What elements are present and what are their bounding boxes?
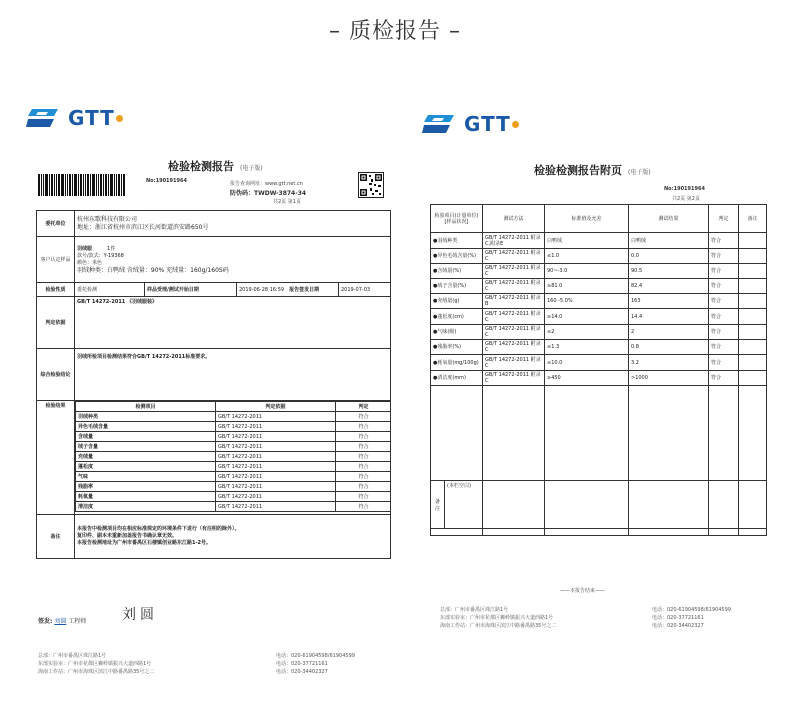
table-cell: 163 [629,294,709,309]
qr-code [358,172,384,198]
barcode-bar [100,174,102,196]
signature: 刘圆 [122,607,158,623]
footer-address-3: 海南工作站：广州市海珠区滨江中路番禺路35号之二 [440,623,557,629]
table-cell: ≥450 [545,371,629,386]
table-cell: ●残脂率(%) [431,340,483,355]
basis-value: GB/T 14272-2011 《羽绒服装》 [75,297,391,349]
page-count: 共2页 第1页 [273,199,301,205]
gtt-logo: GTT [26,106,123,130]
barcode-bar [108,174,109,196]
table-cell: 绒子含量 [76,442,216,452]
appendix-header-cell: 测试结果 [629,205,709,233]
table-cell: 符合 [336,412,391,422]
table-cell: 符合 [709,371,739,386]
table-row [76,492,391,502]
footer-phone-1: 电话：020-61904598/61904599 [652,607,731,613]
signer: 签发: 刘圆 工程师 [38,618,87,625]
barcode-bar [103,174,104,196]
table-cell: 符合 [336,452,391,462]
table-cell: ●含绒量(%) [431,264,483,279]
table-cell [739,355,767,371]
appendix-header-cell: 测试方法 [483,205,545,233]
table-row [431,309,767,325]
barcode-bar [54,174,55,196]
table-cell: 白鸭绒 [545,233,629,249]
table-cell [739,264,767,279]
table-row [76,452,391,462]
table-cell: 异色毛绒含量 [76,422,216,432]
table-cell: 符合 [336,422,391,432]
table-row [431,340,767,355]
barcode-bar [72,174,73,196]
barcode-bar [98,174,99,196]
table-row [76,432,391,442]
barcode-bar [74,174,77,196]
table-cell: 气味 [76,472,216,482]
table-cell: GB/T 14272-2011 附录B [483,294,545,309]
barcode-bar [58,174,60,196]
table-cell: 符合 [709,249,739,264]
table-cell: 0.0 [629,249,709,264]
table-cell: 符合 [336,492,391,502]
page-title: – 质检报告 – [329,19,461,44]
barcode-bar [56,174,57,196]
table-row [76,442,391,452]
barcode-bar [87,174,89,196]
table-cell: 符合 [709,279,739,294]
barcode-bar [83,174,84,196]
table-row [76,412,391,422]
barcode-bar [105,174,107,196]
table-cell: GB/T 14272-2011 [216,472,336,482]
table-cell: 符合 [336,482,391,492]
table-row [76,502,391,512]
items-table [75,401,391,512]
table-cell: ●蓬松度(cm) [431,309,483,325]
table-cell: 残脂率 [76,482,216,492]
barcode-bar [51,174,53,196]
table-cell: 符合 [709,325,739,340]
barcode-bar [78,174,79,196]
table-cell: ●羽绒种类 [431,233,483,249]
sample-label: 客户认定样品 [37,237,75,283]
table-cell: 符合 [336,462,391,472]
barcode-bar [67,174,68,196]
table-cell: GB/T 14272-2011 附录C [483,249,545,264]
appendix-header-cell: 检验项目(计量单位)[样品状况] [431,205,483,233]
table-cell: 符合 [336,442,391,452]
table-cell [739,325,767,340]
table-cell: 符合 [709,233,739,249]
barcode-bar [116,174,117,196]
appendix-remarks [430,480,767,529]
gtt-logo-icon [422,113,456,135]
report-page-2 [410,100,775,640]
table-cell: 3.2 [629,355,709,371]
table-cell: ≤1.0 [545,249,629,264]
table-cell: 14.4 [629,309,709,325]
table-cell: 符合 [709,355,739,371]
barcode-bar [118,174,120,196]
appendix-header-cell: 标准值及允差 [545,205,629,233]
table-cell: GB/T 14272-2011 [216,442,336,452]
table-cell: ≤2 [545,325,629,340]
table-cell: GB/T 14272-2011 附录C [483,325,545,340]
table-row [431,249,767,264]
table-cell: 蓬松度 [76,462,216,472]
table-row [76,422,391,432]
table-cell: 90~-3.0 [545,264,629,279]
table-cell: 90.5 [629,264,709,279]
remarks-value: (本栏空白) [445,481,767,529]
table-cell: GB/T 14272-2011 附录C [483,279,545,294]
table-cell [739,233,767,249]
table-cell [739,309,767,325]
barcode-bar [61,174,64,196]
table-row [431,355,767,371]
barcode-bar [80,174,82,196]
table-cell: GB/T 14272-2011 [216,412,336,422]
remarks-value: 本报告中检测项目均在相应标准规定的环境条件下进行（有注明的除外）。 复印件、副本未重新加盖报告书确认章无效。 本报告检测地址为广州市番禺区石楼镇创业路东江路1-2号。 [75,515,391,559]
table-cell: ≤10.0 [545,355,629,371]
barcode-bar [69,174,71,196]
report-page-1 [18,100,401,675]
items-cell [75,401,391,515]
table-cell: GB/T 14272-2011 [216,462,336,472]
report-date: 2019-07-03 [339,283,391,297]
barcode-bar [123,174,125,196]
table-cell: 82.4 [629,279,709,294]
client-info: 杭州东歌科技有限公司 地址：浙江省杭州市滨江区长河街道滨安路650号 [75,211,391,237]
table-cell: ●绒子含量(%) [431,279,483,294]
appendix-header-cell: 判定 [709,205,739,233]
barcode-bar [96,174,97,196]
doc-title: 检验检测报告附页 (电子版) [534,164,651,177]
table-cell: 充绒量 [76,452,216,462]
footer-address-1: 总部：广州市番禺区珠江路1号 [38,653,107,659]
barcode-bar [90,174,91,196]
table-cell: 耗氧量 [76,492,216,502]
footer-phone-1: 电话：020-61904598/61904599 [276,653,355,659]
table-cell: >1000 [629,371,709,386]
table-row [76,462,391,472]
barcode-bar [38,174,40,196]
barcode-bar [92,174,95,196]
report-number: No:190191964 [664,186,705,192]
report-end: ——本报告结束—— [560,588,606,594]
table-cell: 符合 [709,264,739,279]
items-header-cell: 检测项目 [76,402,216,412]
table-cell: ≥81.0 [545,279,629,294]
table-cell: 含绒量 [76,432,216,442]
table-row [431,325,767,340]
doc-title: 检验检测报告 (电子版) [168,160,263,173]
table-cell [739,371,767,386]
basis-label: 判定依据 [37,297,75,349]
barcode-bar [114,174,115,196]
table-cell: 符合 [709,309,739,325]
footer-phone-2: 电话：020-37721161 [276,661,328,667]
table-cell: 符合 [336,502,391,512]
footer-phone-2: 电话：020-37721161 [652,615,704,621]
gtt-logo-icon [26,107,60,129]
table-cell: GB/T 14272-2011 附录C,附录E [483,233,545,249]
table-cell: 羽绒种类 [76,412,216,422]
table-cell: GB/T 14272-2011 [216,422,336,432]
gtt-logo: GTT [422,112,519,136]
appendix-header-cell: 备注 [739,205,767,233]
report-number: No:190191964 [146,178,187,184]
items-header-cell: 判定 [336,402,391,412]
table-cell: 符合 [709,294,739,309]
footer-address-1: 总部：广州市番禺区珠江路1号 [440,607,509,613]
barcode [38,174,138,196]
sample-info: 羽绒服 1件 款号/款式：Y-19368 颜色：米色 羽绒种类：白鸭绒 含绒量：90% 充绒量：160g/160S码 [75,237,391,283]
received-label: 样品受理/测试开始日期 [145,283,237,297]
table-cell: GB/T 14272-2011 [216,452,336,462]
barcode-bar [43,174,44,196]
table-cell: GB/T 14272-2011 [216,492,336,502]
table-row [76,472,391,482]
footer-phone-3: 电话：020-34402327 [652,623,704,629]
table-cell: ●清洁度(mm) [431,371,483,386]
table-cell: GB/T 14272-2011 [216,432,336,442]
barcode-bar [85,174,86,196]
received-value: 2019-06-28 16:59 报告签发日期 [237,283,339,297]
table-cell: GB/T 14272-2011 附录C [483,309,545,325]
footer-address-2: 东部实验室：广州市花都区狮岭镇振兴大道西路1号 [440,615,554,621]
barcode-bar [49,174,50,196]
table-cell: 白鸭绒 [629,233,709,249]
table-row [76,482,391,492]
page-count: 共2页 第2页 [672,196,700,202]
footer-address-3: 海南工作站：广州市海珠区滨江中路番禺路35号之二 [38,669,155,675]
table-cell: ●气味(级) [431,325,483,340]
footer-address-2: 东部实验室：广州市花都区狮岭镇振兴大道西路1号 [38,661,152,667]
category-value: 委托检测 [75,283,145,297]
table-cell: 2 [629,325,709,340]
barcode-bar [110,174,113,196]
conclusion-value: 羽绒所检项目检测结果符合GB/T 14272-2011标准要求。 [75,349,391,401]
table-cell: 符合 [709,340,739,355]
table-cell: ●充绒量(g) [431,294,483,309]
anti-fake-code: 防伪码：TWDW-3874-34 [230,190,307,197]
table-cell [739,249,767,264]
table-cell: 160 -5.0% [545,294,629,309]
table-row [431,294,767,309]
items-label: 检验结果 [37,401,75,515]
table-cell [739,294,767,309]
barcode-bar [65,174,66,196]
table-row [431,371,767,386]
table-cell: GB/T 14272-2011 附录C [483,355,545,371]
barcode-bar [121,174,122,196]
table-cell: GB/T 14272-2011 附录C [483,340,545,355]
table-cell [739,340,767,355]
conclusion-label: 综合检验结论 [37,349,75,401]
table-cell: ≤1.3 [545,340,629,355]
items-header-cell: 判定依据 [216,402,336,412]
items-header-row [76,402,391,412]
footer-phone-3: 电话：020-34402327 [276,669,328,675]
table-cell: 清洁度 [76,502,216,512]
table-cell: ●异色毛绒含量(%) [431,249,483,264]
table-row [431,264,767,279]
client-label: 委托单位 [37,211,75,237]
table-cell [739,279,767,294]
table-cell: 符合 [336,432,391,442]
table-row [431,233,767,249]
table-cell: 符合 [336,472,391,482]
appendix-header-row [431,205,767,233]
table-cell: ●耗氧量(mg/100g) [431,355,483,371]
table-cell: GB/T 14272-2011 [216,482,336,492]
table-cell: ≥14.0 [545,309,629,325]
barcode-bar [41,174,42,196]
table-cell: GB/T 14272-2011 [216,502,336,512]
barcode-bar [45,174,48,196]
table-cell: GB/T 14272-2011 附录C [483,371,545,386]
remarks-label: 备注 [431,481,445,529]
table-cell: 0.8 [629,340,709,355]
category-label: 检验性质 [37,283,75,297]
remarks-label: 备注 [37,515,75,559]
query-site: 报告查询网址：www.gtt.net.cn [230,181,303,187]
report-table [36,210,391,559]
table-cell: GB/T 14272-2011 附录C [483,264,545,279]
table-row [431,279,767,294]
